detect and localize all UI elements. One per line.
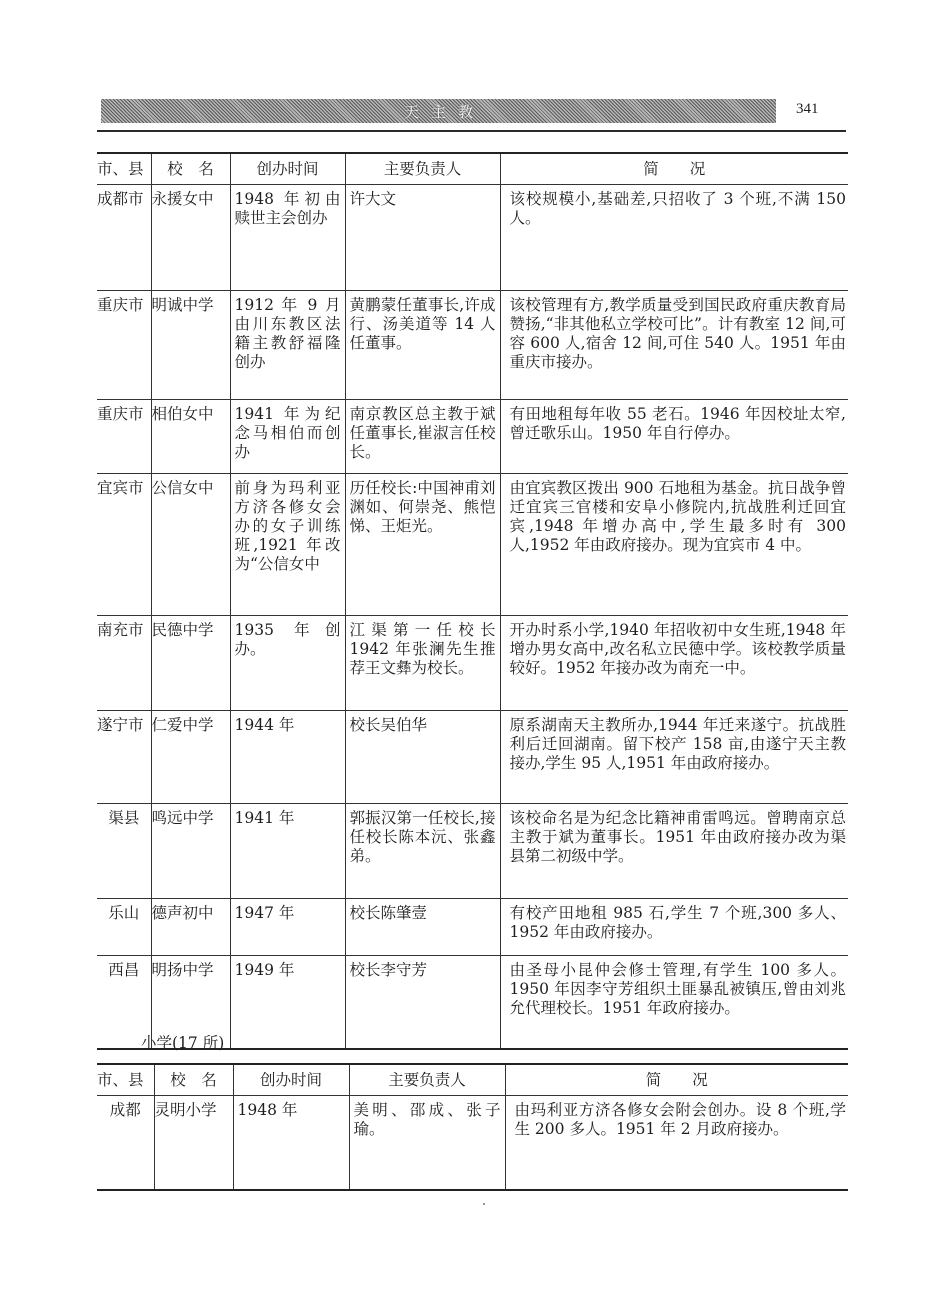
- cell-summary: 由玛利亚方济各修女会附会创办。设 8 个班,学生 200 多人。1951 年 2 月政府接办。: [505, 1096, 848, 1190]
- table-header-row: [97, 1064, 848, 1096]
- cell-founded: 1941 年: [230, 804, 345, 899]
- cell-city: 重庆市: [97, 400, 151, 474]
- cell-city: 成都市: [97, 185, 151, 291]
- cell-school-name: 灵明小学: [154, 1096, 233, 1190]
- table-row: [97, 711, 848, 804]
- table-row: [97, 616, 848, 711]
- cell-school-name: 明扬中学: [151, 956, 230, 1049]
- column-header-founded: 创办时间: [230, 153, 345, 185]
- cell-summary: 有校产田地租 985 石,学生 7 个班,300 多人、1952 年由政府接办。: [500, 899, 848, 956]
- table-row: [97, 1096, 848, 1190]
- column-header-school-name: 校 名: [151, 153, 230, 185]
- cell-school-name: 鸣远中学: [151, 804, 230, 899]
- cell-school-name: 相伯女中: [151, 400, 230, 474]
- column-header-summary: 简 况: [505, 1064, 848, 1096]
- cell-city: 重庆市: [97, 291, 151, 400]
- cell-founded: 1949 年: [230, 956, 345, 1049]
- cell-summary: 由圣母小昆仲会修士管理,有学生 100 多人。1950 年因李守芳组织土匪暴乱被镇压,曾由刘兆允代理校长。1951 年政府接办。: [500, 956, 848, 1049]
- column-header-summary: 简 况: [500, 153, 848, 185]
- cell-principal: 许大文: [345, 185, 500, 291]
- column-header-city: 市、县: [97, 1064, 154, 1096]
- cell-principal: 校长陈肇壹: [345, 899, 500, 956]
- cell-summary: 该校管理有方,教学质量受到国民政府重庆教育局赞扬,“非其他私立学校可比”。计有教室 12 间,可容 600 人,宿舍 12 间,可住 540 人。1951 年由重庆市接办。: [500, 291, 848, 400]
- cell-school-name: 公信女中: [151, 474, 230, 616]
- cell-principal: 南京教区总主教于斌任董事长,崔淑言任校长。: [345, 400, 500, 474]
- cell-founded: 1912 年 9 月由川东教区法籍主教舒福隆创办: [230, 291, 345, 400]
- cell-principal: 校长吴伯华: [345, 711, 500, 804]
- cell-summary: 由宜宾教区拨出 900 石地租为基金。抗日战争曾迁宜宾三官楼和安阜小修院内,抗战胜利迁回宜宾,1948 年增办高中,学生最多时有 300 人,1952 年由政府接办。现为宜宾市 4 中。: [500, 474, 848, 616]
- chapter-header-band: [101, 99, 776, 123]
- cell-principal: 校长李守芳: [345, 956, 500, 1049]
- cell-founded: 1948 年: [233, 1096, 349, 1190]
- cell-summary: 该校命名是为纪念比籍神甫雷鸣远。曾聘南京总主教于斌为董事长。1951 年由政府接办改为渠县第二初级中学。: [500, 804, 848, 899]
- cell-city: 乐山: [97, 899, 151, 956]
- cell-city: 宜宾市: [97, 474, 151, 616]
- table-row: [97, 400, 848, 474]
- cell-city: 成都: [97, 1096, 154, 1190]
- table-row: [97, 291, 848, 400]
- table-row: [97, 804, 848, 899]
- cell-summary: 有田地租每年收 55 老石。1946 年因校址太窄,曾迁歌乐山。1950 年自行停办。: [500, 400, 848, 474]
- cell-city: 南充市: [97, 616, 151, 711]
- column-header-founded: 创办时间: [233, 1064, 349, 1096]
- cell-principal: 郭振汉第一任校长,接任校长陈本沅、张鑫弟。: [345, 804, 500, 899]
- cell-city: 渠县: [97, 804, 151, 899]
- cell-founded: 1941 年为纪念马相伯而创办: [230, 400, 345, 474]
- cell-summary: 原系湖南天主教所办,1944 年迁来遂宁。抗战胜利后迁回湖南。留下校产 158 亩,由遂宁天主教接办,学生 95 人,1951 年由政府接办。: [500, 711, 848, 804]
- chapter-title: 天主教: [403, 102, 485, 121]
- cell-summary: 开办时系小学,1940 年招收初中女生班,1948 年增办男女高中,改名私立民德中学。该校教学质量较好。1952 年接办改为南充一中。: [500, 616, 848, 711]
- header-rule: [97, 130, 846, 132]
- table-row: [97, 899, 848, 956]
- cell-principal: 美明、邵成、张子瑜。: [349, 1096, 505, 1190]
- cell-founded: 1935 年创办。: [230, 616, 345, 711]
- column-header-school-name: 校 名: [154, 1064, 233, 1096]
- primary-schools-section-label: 小学(17 所): [141, 1034, 225, 1052]
- column-header-principal: 主要负责人: [345, 153, 500, 185]
- cell-school-name: 民德中学: [151, 616, 230, 711]
- cell-founded: 前身为玛利亚方济各修女会办的女子训练班,1921 年改为“公信女中: [230, 474, 345, 616]
- column-header-principal: 主要负责人: [349, 1064, 505, 1096]
- table-row: [97, 474, 848, 616]
- column-header-city: 市、县: [97, 153, 151, 185]
- cell-school-name: 明诚中学: [151, 291, 230, 400]
- page-number: 341: [796, 101, 819, 117]
- secondary-schools-table: [97, 152, 848, 1050]
- table-row: [97, 185, 848, 291]
- cell-school-name: 永援女中: [151, 185, 230, 291]
- cell-principal: 黄鹏蒙任董事长,许成行、汤美道等 14 人任董事。: [345, 291, 500, 400]
- cell-principal: 江渠第一任校长 1942 年张澜先生推荐王文彝为校长。: [345, 616, 500, 711]
- cell-city: 遂宁市: [97, 711, 151, 804]
- cell-summary: 该校规模小,基础差,只招收了 3 个班,不满 150 人。: [500, 185, 848, 291]
- cell-founded: 1947 年: [230, 899, 345, 956]
- table-header-row: [97, 153, 848, 185]
- primary-schools-table: [97, 1063, 848, 1191]
- cell-founded: 1944 年: [230, 711, 345, 804]
- scan-speck: [483, 1203, 485, 1205]
- cell-founded: 1948 年初由赎世主会创办: [230, 185, 345, 291]
- cell-school-name: 仁爱中学: [151, 711, 230, 804]
- cell-principal: 历任校长:中国神甫刘渊如、何崇尧、熊恺悌、王炬光。: [345, 474, 500, 616]
- cell-school-name: 德声初中: [151, 899, 230, 956]
- cell-city: 西昌: [97, 956, 151, 1049]
